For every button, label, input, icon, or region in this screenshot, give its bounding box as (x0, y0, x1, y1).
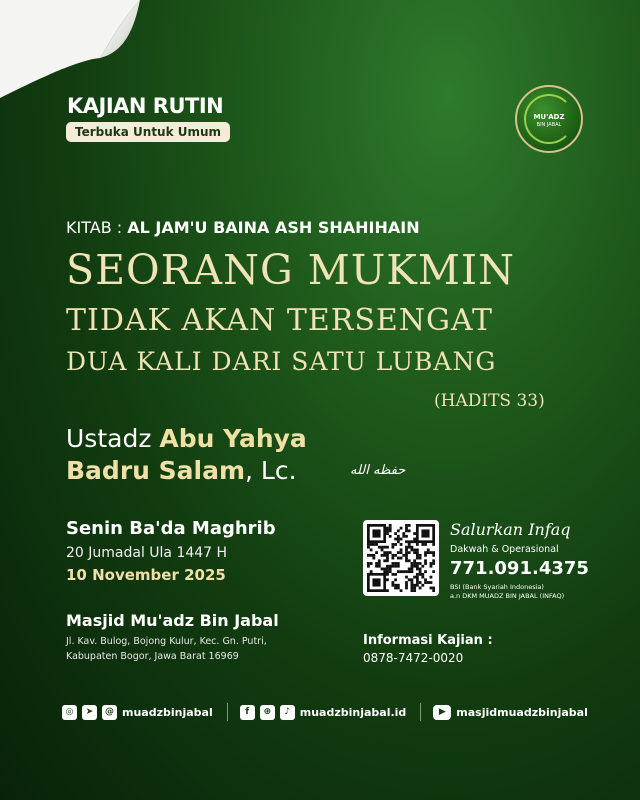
infaq-account-number: 771.091.4375 (450, 558, 589, 579)
facebook-icon[interactable]: f (240, 705, 255, 720)
hadith-number: (HADITS 33) (434, 391, 545, 411)
title-line-1: SEORANG MUKMIN (66, 246, 515, 294)
threads-icon[interactable]: @ (102, 705, 117, 720)
event-type-heading: KAJIAN RUTIN (67, 94, 224, 118)
kitab-prefix: KITAB : (66, 218, 123, 237)
location-address (66, 634, 336, 664)
info-label: Informasi Kajian : (363, 633, 493, 648)
kitab-line (66, 218, 420, 237)
speaker-suffix: , Lc. (245, 456, 297, 485)
open-to-public-badge: Terbuka Untuk Umum (66, 122, 230, 142)
schedule-day: Senin Ba'da Maghrib (66, 518, 276, 539)
location-name: Masjid Mu'adz Bin Jabal (66, 611, 279, 630)
youtube-channel[interactable]: masjidmuadzbinjabal (456, 705, 588, 719)
infaq-bank: BSI (Bank Syariah Indonesia) (450, 583, 544, 591)
honorific-calligraphy: حفظه الله (350, 463, 406, 478)
youtube-icon[interactable]: ▶ (433, 705, 451, 720)
speaker-prefix: Ustadz (66, 424, 152, 453)
muadz-logo-icon (515, 85, 583, 153)
logo-subtitle: BIN JABAL (536, 122, 562, 128)
telegram-icon[interactable]: ➤ (82, 705, 97, 720)
tiktok-icon[interactable]: ♪ (280, 705, 295, 720)
schedule-hijri-date: 20 Jumadal Ula 1447 H (66, 545, 228, 561)
address-line-1: Jl. Kav. Bulog, Bojong Kulur, Kec. Gn. Putri, (66, 636, 267, 647)
kitab-name: AL JAM'U BAINA ASH SHAHIHAIN (127, 218, 420, 237)
web-icon[interactable]: ⊕ (260, 705, 275, 720)
speaker-line-1 (66, 424, 307, 453)
website-link[interactable]: muadzbinjabal.id (299, 705, 407, 719)
title-line-2: TIDAK AKAN TERSENGAT (66, 303, 494, 338)
qr-code[interactable] (363, 520, 439, 596)
title-line-3: DUA KALI DARI SATU LUBANG (66, 347, 497, 376)
schedule-date: 10 November 2025 (66, 566, 226, 584)
divider (227, 703, 228, 721)
speaker-name-1: Abu Yahya (159, 424, 307, 453)
social-handle[interactable]: muadzbinjabal (122, 705, 213, 719)
info-phone[interactable]: 0878-7472-0020 (363, 651, 464, 665)
speaker-name-2: Badru Salam (66, 456, 246, 485)
infaq-title: Salurkan Infaq (450, 520, 571, 539)
logo-name: MU'ADZ (533, 113, 565, 121)
qr-pattern (367, 524, 435, 592)
address-line-2: Kabupaten Bogor, Jawa Barat 16969 (66, 651, 239, 662)
speaker-line-2 (66, 456, 297, 485)
infaq-subtitle: Dakwah & Operasional (450, 544, 559, 555)
infaq-holder: a.n DKM MUADZ BIN JABAL (INFAQ) (450, 592, 565, 600)
instagram-icon[interactable]: ◎ (62, 705, 77, 720)
social-bar (62, 702, 602, 722)
divider (420, 703, 421, 721)
